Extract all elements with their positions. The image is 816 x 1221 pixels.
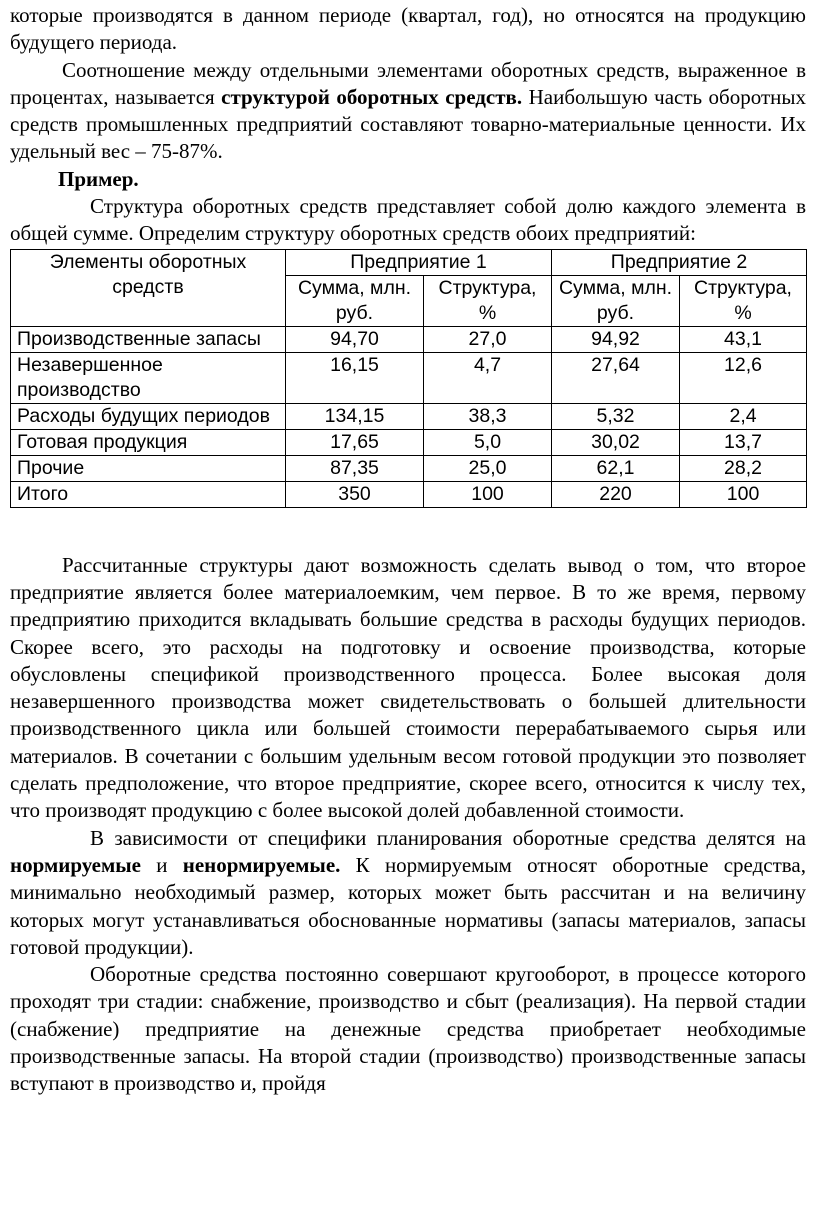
- table-row: [11, 429, 807, 455]
- table-header-row-1: [11, 249, 807, 275]
- normalization-paragraph: [10, 825, 806, 961]
- table-row: [11, 326, 807, 352]
- table-row: [11, 403, 807, 429]
- cell-structure-2: 12,6: [680, 352, 807, 403]
- norm-text-3: К нормируемым относят оборотные средства, минимально необходимый размер, которых может быть рассчитан и на величину которых могут устанавливаться обоснованные нормативы (запасы материалов, запасы готовой продукции).: [10, 852, 806, 959]
- document-page: [10, 2, 806, 1098]
- row-label: Готовая продукция: [11, 429, 286, 455]
- row-label: Прочие: [11, 455, 286, 481]
- cell-sum-1: 94,70: [286, 326, 424, 352]
- cell-structure-1: 5,0: [424, 429, 552, 455]
- row-label: Производственные запасы: [11, 326, 286, 352]
- cell-sum-2: 220: [552, 481, 680, 507]
- header-sum-1: Сумма, млн. руб.: [286, 275, 424, 326]
- header-structure-2: Структура, %: [680, 275, 807, 326]
- cell-sum-2: 62,1: [552, 455, 680, 481]
- table-spacer: [10, 508, 806, 552]
- header-enterprise-2: Предприятие 2: [552, 249, 807, 275]
- table-row: [11, 352, 807, 403]
- structure-table: [10, 249, 807, 508]
- example-heading: [10, 166, 806, 193]
- cell-structure-2: 13,7: [680, 429, 807, 455]
- cell-sum-1: 17,65: [286, 429, 424, 455]
- norm-term-normed: нормируемые: [10, 852, 141, 877]
- structure-text-after: Наибольшую часть оборотных средств промышленных предприятий составляют товарно-материальные ценности. Их удельный вес – 75-87%.: [10, 84, 806, 164]
- cell-sum-1: 350: [286, 481, 424, 507]
- structure-term-bold: структурой оборотных средств.: [221, 84, 523, 109]
- header-sum-2: Сумма, млн. руб.: [552, 275, 680, 326]
- cell-structure-1: 27,0: [424, 326, 552, 352]
- cell-sum-2: 30,02: [552, 429, 680, 455]
- structure-definition-paragraph: [10, 57, 806, 166]
- cell-structure-2: 100: [680, 481, 807, 507]
- cell-structure-2: 2,4: [680, 403, 807, 429]
- conclusion-paragraph: Рассчитанные структуры дают возможность сделать вывод о том, что второе предприятие является более материалоемким, чем первое. В то же время, первому предприятию приходится вкладывать большие средства в расходы будущих периодов. Скорее всего, это расходы на подготовку и освоение производства, которые обусловлены спецификой производственного процесса. Более высокая доля незавершенного производства может свидетельствовать о большей длительности производственного цикла или большей стоимости перерабатываемого сырья или материалов. В сочетании с большим удельным весом готовой продукции это позволяет сделать предположение, что второе предприятие, скорее всего, относится к числу тех, что производят продукцию с более высокой долей добавленной стоимости.: [10, 552, 806, 823]
- cell-structure-1: 4,7: [424, 352, 552, 403]
- header-elements: Элементы оборотных средств: [11, 249, 286, 326]
- table-row: [11, 455, 807, 481]
- table-row-total: [11, 481, 807, 507]
- cycle-paragraph: Оборотные средства постоянно совершают кругооборот, в процессе которого проходят три стадии: снабжение, производство и сбыт (реализация). На первой стадии (снабжение) предприятие на денежные средства приобретает необходимые производственные запасы. На второй стадии (производство) производственные запасы вступают в производство и, пройдя: [10, 962, 806, 1096]
- header-structure-1: Структура, %: [424, 275, 552, 326]
- header-enterprise-1: Предприятие 1: [286, 249, 552, 275]
- cell-sum-1: 134,15: [286, 403, 424, 429]
- norm-text-1: В зависимости от специфики планирования оборотные средства делятся на: [90, 825, 806, 850]
- cell-structure-1: 38,3: [424, 403, 552, 429]
- row-label: Итого: [11, 481, 286, 507]
- norm-term-unnormed: ненормируемые.: [182, 852, 341, 877]
- example-paragraph: Структура оборотных средств представляет собой долю каждого элемента в общей сумме. Определим структуру оборотных средств обоих предприятий:: [10, 194, 806, 246]
- row-label: Незавершенное производство: [11, 352, 286, 403]
- cell-sum-2: 27,64: [552, 352, 680, 403]
- row-label: Расходы будущих периодов: [11, 403, 286, 429]
- cell-sum-2: 94,92: [552, 326, 680, 352]
- cell-structure-1: 25,0: [424, 455, 552, 481]
- example-heading-text: Пример.: [58, 166, 139, 191]
- cell-sum-1: 87,35: [286, 455, 424, 481]
- intro-paragraph-tail: которые производятся в данном периоде (квартал, год), но относятся на продукцию будущего периода.: [10, 3, 806, 55]
- norm-text-2: и: [140, 852, 183, 877]
- cell-structure-2: 28,2: [680, 455, 807, 481]
- structure-text-before: Соотношение между отдельными элементами оборотных средств, выраженное в процентах, называется: [10, 57, 806, 109]
- cell-structure-1: 100: [424, 481, 552, 507]
- cell-sum-1: 16,15: [286, 352, 424, 403]
- cell-structure-2: 43,1: [680, 326, 807, 352]
- cell-sum-2: 5,32: [552, 403, 680, 429]
